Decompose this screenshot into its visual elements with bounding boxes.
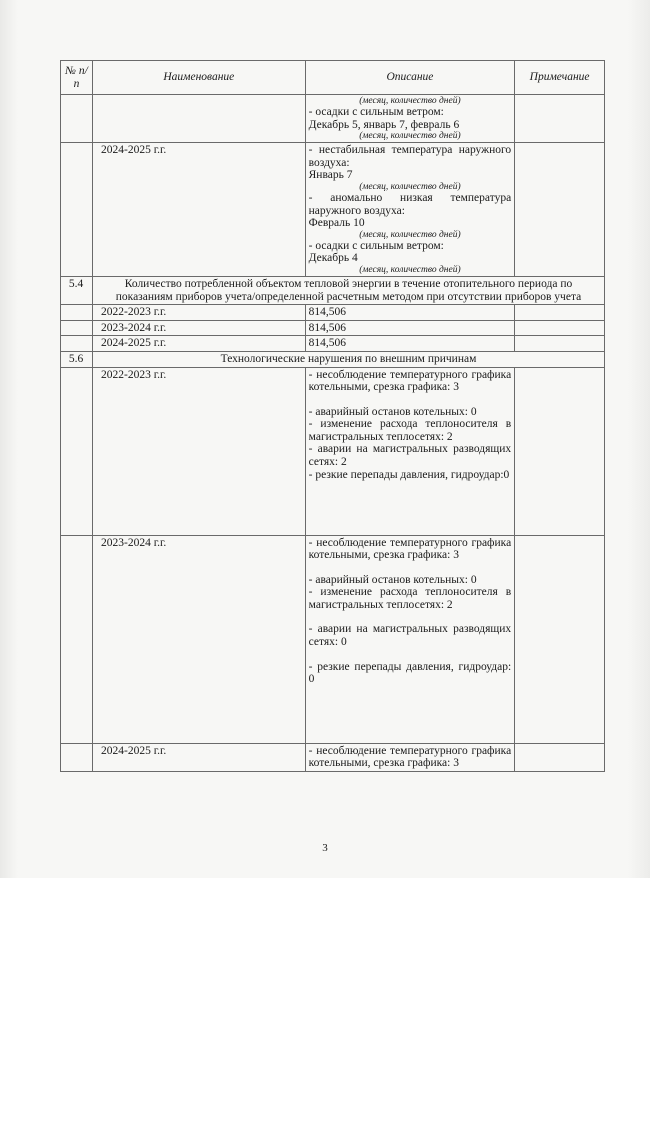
table-row — [61, 320, 605, 336]
data-table — [60, 60, 605, 772]
table-container — [60, 60, 605, 835]
value-cell: 814,506 — [305, 305, 515, 321]
section-row — [61, 351, 605, 367]
table-header-row — [61, 61, 605, 95]
description-cell: - несоблюдение температурного графика котельными, срезка графика: 3 - аварийный останов котельных: 0 - изменение расхода теплоносителя в магистральных теплосетях: 2 - аварии на магистральных разводящих сетях: 0 - резкие перепады давления, гидроудар: 0 — [305, 535, 515, 743]
value-cell: 814,506 — [305, 320, 515, 336]
section-row — [61, 276, 605, 304]
section-number: 5.4 — [61, 276, 93, 304]
section-title: Количество потребленной объектом тепловой энергии в течение отопительного периода по показаниям приборов учета/определенной расчетным методом при отсутствии приборов учета — [93, 276, 605, 304]
period-cell: 2024-2025 г.г. — [93, 143, 306, 277]
page-number: 3 — [322, 842, 328, 854]
description-cell: - несоблюдение температурного графика котельными, срезка графика: 3 — [305, 743, 515, 771]
table-row — [61, 305, 605, 321]
table-row — [61, 367, 605, 535]
table-row — [61, 336, 605, 352]
scan-edge-left — [0, 0, 18, 878]
period-cell: 2024-2025 г.г. — [93, 336, 306, 352]
period-cell: 2022-2023 г.г. — [93, 305, 306, 321]
scan-edge-right — [628, 0, 650, 878]
period-cell: 2022-2023 г.г. — [93, 367, 306, 535]
value-cell: 814,506 — [305, 336, 515, 352]
table-row — [61, 95, 605, 143]
table-row — [61, 743, 605, 771]
description-cell: - нестабильная температура наружного воздуха: Январь 7 (месяц, количество дней) - аномально низкая температура наружного воздуха: Февраль 10 (месяц, количество дней) - осадки с сильным ветром: Декабрь 4 (месяц, количество дней) — [305, 143, 515, 277]
description-cell: (месяц, количество дней) - осадки с сильным ветром: Декабрь 5, январь 7, февраль 6 (месяц, количество дней) — [305, 95, 515, 143]
description-cell: - несоблюдение температурного графика котельными, срезка графика: 3 - аварийный останов котельных: 0 - изменение расхода теплоносителя в магистральных теплосетях: 2 - аварии на магистральных разводящих сетях: 2 - резкие перепады давления, гидроудар:0 — [305, 367, 515, 535]
header-name: Наименование — [93, 61, 306, 95]
period-cell: 2024-2025 г.г. — [93, 743, 306, 771]
section-number: 5.6 — [61, 351, 93, 367]
table-row — [61, 143, 605, 277]
header-num: № п/п — [61, 61, 93, 95]
table-row — [61, 535, 605, 743]
period-cell: 2023-2024 г.г. — [93, 535, 306, 743]
period-cell: 2023-2024 г.г. — [93, 320, 306, 336]
section-title: Технологические нарушения по внешним причинам — [93, 351, 605, 367]
header-note: Примечание — [515, 61, 605, 95]
header-description: Описание — [305, 61, 515, 95]
